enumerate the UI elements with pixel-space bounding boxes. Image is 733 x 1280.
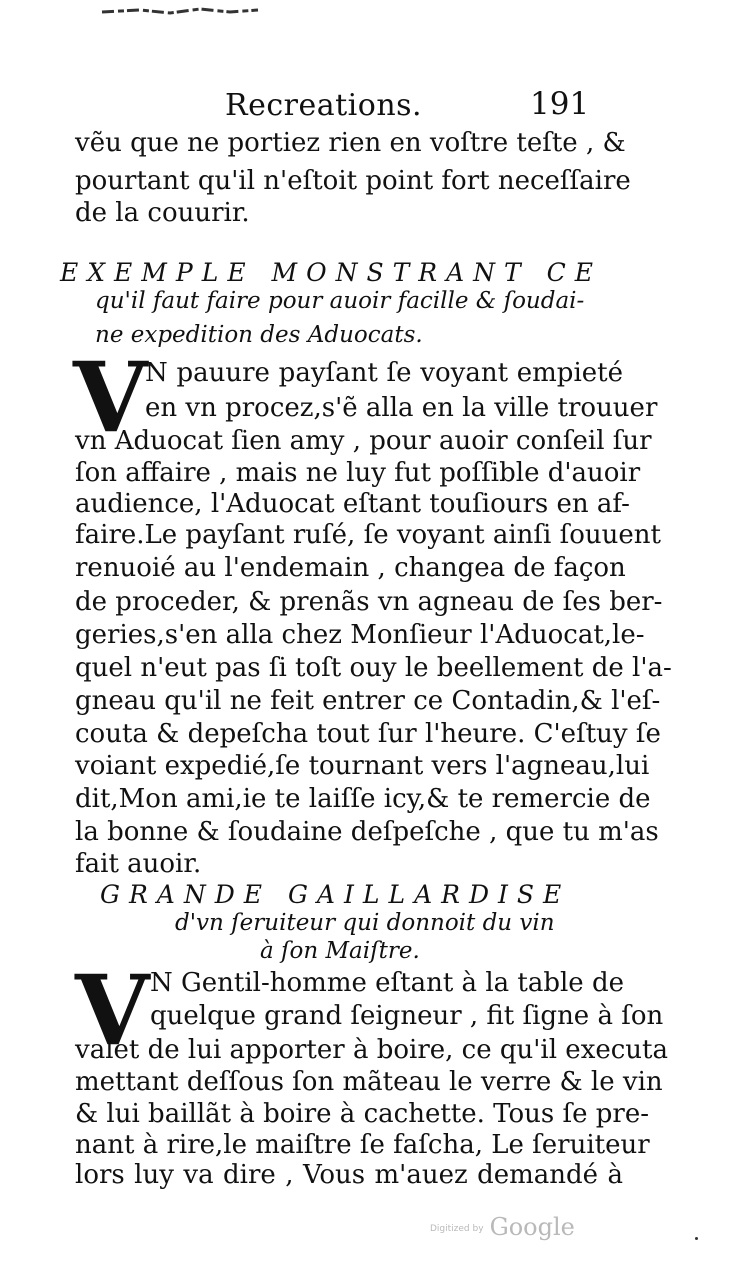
text-line: N pauure payſant ſe voyant empieté — [145, 358, 623, 388]
text-line: vn Aduocat ſien amy , pour auoir conſeil ſur — [75, 426, 652, 456]
section-title: EXEMPLE MONSTRANT CE — [60, 258, 603, 287]
text-line: la bonne & ſoudaine deſpeſche , que tu m'as — [75, 817, 659, 847]
watermark-prefix: Digitized by — [430, 1224, 484, 1234]
text-line: pourtant qu'il n'eſtoit point fort neceſſaire — [75, 166, 631, 196]
scan-speck — [695, 1237, 698, 1240]
text-line: audience, l'Aduocat eſtant touſiours en af- — [75, 489, 630, 519]
google-logo: Google — [489, 1213, 575, 1241]
drop-cap: V — [73, 341, 146, 454]
text-line: nant à rire,le maiſtre ſe faſcha, Le ſeruiteur — [75, 1130, 650, 1160]
scan-smudge-mark — [100, 6, 260, 18]
text-line: N Gentil-homme eſtant à la table de — [150, 968, 624, 998]
section-subtitle: d'vn ſeruiteur qui donnoit du vin — [175, 910, 555, 936]
text-line: de proceder, & prenãs vn agneau de ſes ber- — [75, 587, 663, 617]
text-line: fait auoir. — [75, 849, 202, 879]
text-line: lors luy va dire , Vous m'auez demandé à — [75, 1160, 623, 1190]
text-line: geries,s'en alla chez Monſieur l'Aduocat,le- — [75, 620, 645, 650]
text-line: en vn procez,s'ẽ alla en la ville trouuer — [145, 393, 658, 423]
section-subtitle: qu'il faut faire pour auoir facille & ſoudai- — [95, 288, 585, 314]
text-line: dit,Mon ami,ie te laiſſe icy,& te remercie de — [75, 784, 651, 814]
text-line: quel n'eut pas ſi toſt ouy le beellement de l'a- — [75, 653, 672, 683]
text-line: renuoié au l'endemain , changea de façon — [75, 553, 626, 583]
section-title: GRANDE GAILLARDISE — [100, 880, 571, 909]
text-line: gneau qu'il ne feit entrer ce Contadin,& l'eſ- — [75, 686, 661, 716]
text-line: faire.Le payſant ruſé, ſe voyant ainſi ſouuent — [75, 520, 661, 550]
text-line: valet de lui apporter à boire, ce qu'il executa — [75, 1035, 668, 1065]
section-subtitle: à ſon Maiſtre. — [260, 938, 420, 964]
text-line: quelque grand ſeigneur , fit ſigne à ſon — [150, 1001, 664, 1031]
section-subtitle: ne expedition des Aduocats. — [95, 322, 423, 348]
drop-cap: V — [75, 954, 148, 1067]
text-line: de la couurir. — [75, 198, 250, 228]
text-line: mettant deſſous ſon mãteau le verre & le vin — [75, 1067, 663, 1097]
text-line: ſon affaire , mais ne luy fut poſſible d'auoir — [75, 458, 641, 488]
digitized-watermark — [430, 1213, 580, 1243]
running-head: Recreations. — [225, 88, 423, 123]
page-number: 191 — [530, 86, 590, 122]
text-line: vẽu que ne portiez rien en voſtre teſte , & — [75, 128, 626, 158]
text-line: & lui baillãt à boire à cachette. Tous ſe pre- — [75, 1099, 649, 1129]
text-line: voiant expedié,ſe tournant vers l'agneau,lui — [75, 751, 650, 781]
text-line: couta & depeſcha tout ſur l'heure. C'eſtuy ſe — [75, 719, 661, 749]
